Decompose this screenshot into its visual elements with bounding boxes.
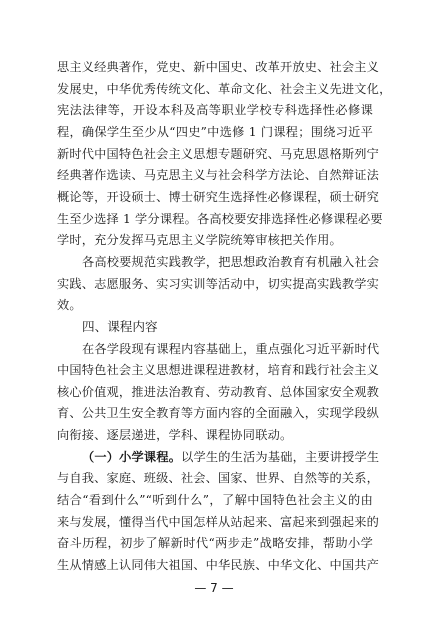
paragraph-line: 实践、志愿服务、实习实训等活动中，切实提高实践教学实 — [57, 276, 380, 291]
paragraph-line: 在各学段现有课程内容基础上，重点强化习近平新时代 — [82, 341, 380, 356]
paragraph-line: 各高校要规范实践教学，把思想政治教育有机融入社会 — [82, 254, 380, 269]
paragraph-line: 程，确保学生至少从“四史”中选修 1 门课程；围绕习近平 — [57, 125, 373, 139]
paragraph-line: 结合“看到什么”“听到什么”，了解中国特色社会主义的由 — [57, 493, 373, 507]
paragraph-text: 以学生的生活为基础，主要讲授学生 — [181, 449, 380, 464]
subsection-lead: （一）小学课程。 — [82, 449, 182, 464]
paragraph-line: 与自我、家庭、班级、社会、国家、世界、自然等的关系， — [57, 471, 380, 486]
paragraph-line: 思主义经典著作，党史、新中国史、改革开放史、社会主义 — [57, 60, 380, 74]
paragraph-line: 育、公共卫生安全教育等方面内容的全面融入，实现学段纵 — [57, 406, 380, 421]
paragraph-line: 核心价值观，推进法治教育、劳动教育、总体国家安全观教 — [57, 384, 380, 399]
paragraph-line: 向衔接、逐层递进，学科、课程协同联动。 — [57, 428, 293, 443]
paragraph-line: 来与发展，懂得当代中国怎样从站起来、富起来到强起来的 — [57, 514, 380, 529]
paragraph-line: 宪法法律等，开设本科及高等职业学校专科选择性必修课 — [57, 103, 373, 118]
paragraph-line: 新时代中国特色社会主义思想专题研究、马克思恩格斯列宁 — [57, 146, 380, 161]
page-number: — 7 — — [194, 581, 234, 595]
paragraph-line: 生从情感上认同伟大祖国、中华民族、中华文化、中国共产 — [57, 558, 380, 572]
paragraph-line: 概论等，开设硕士、博士研究生选择性必修课程，硕士研究 — [57, 189, 380, 204]
section-heading: 四、课程内容 — [82, 318, 158, 334]
paragraph-line: 学时，充分发挥马克思主义学院统筹审核把关作用。 — [57, 233, 342, 248]
paragraph-line: 经典著作选读、马克思主义与社会科学方法论、自然辩证法 — [57, 168, 380, 183]
paragraph-line: 生至少选择 1 学分课程。各高校要安排选择性必修课程必要 — [57, 211, 383, 226]
paragraph-line: 奋斗历程，初步了解新时代“两步走”战略安排，帮助小学 — [57, 536, 373, 551]
paragraph-first-line — [82, 447, 380, 467]
paragraph-line: 中国特色社会主义思想进课程进教材，培育和践行社会主义 — [57, 363, 380, 378]
paragraph-line: 发展史，中华优秀传统文化、革命文化、社会主义先进文化， — [57, 81, 392, 96]
paragraph-line: 效。 — [57, 298, 82, 313]
